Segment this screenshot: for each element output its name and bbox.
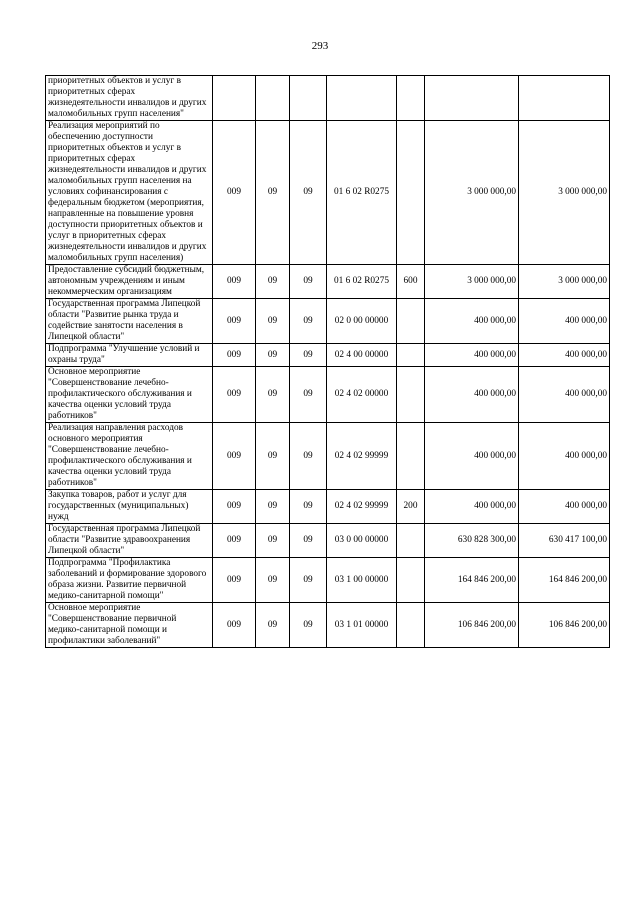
- amount-year1-cell: 106 846 200,00: [425, 603, 519, 648]
- admin-code-cell: 009: [213, 423, 256, 490]
- section-cell: [256, 76, 290, 121]
- expense-name-cell: Предоставление субсидий бюджетным, автономным учреждениям и иным некоммерческим организациям: [46, 265, 213, 299]
- expense-name-cell: Подпрограмма "Профилактика заболеваний и формирование здорового образа жизни. Развитие первичной медико-санитарной помощи": [46, 558, 213, 603]
- subsection-cell: 09: [290, 367, 327, 423]
- expense-name-cell: Реализация мероприятий по обеспечению доступности приоритетных объектов и услуг в приоритетных сферах жизнедеятельности инвалидов и других маломобильных групп населения на условиях софинансирования с федеральным бюджетом (мероприятия, направленные на повышение уровня доступности приоритетных объектов и услуг в приоритетных сферах жизнедеятельности инвалидов и других маломобильных групп населения): [46, 121, 213, 265]
- subsection-cell: [290, 76, 327, 121]
- expense-type-cell: 600: [397, 265, 425, 299]
- amount-year1-cell: 400 000,00: [425, 423, 519, 490]
- section-cell: 09: [256, 524, 290, 558]
- amount-year1-cell: 630 828 300,00: [425, 524, 519, 558]
- admin-code-cell: 009: [213, 367, 256, 423]
- admin-code-cell: 009: [213, 344, 256, 367]
- amount-year2-cell: 106 846 200,00: [519, 603, 610, 648]
- subsection-cell: 09: [290, 490, 327, 524]
- expense-name-cell: Подпрограмма "Улучшение условий и охраны труда": [46, 344, 213, 367]
- target-article-cell: 02 4 02 00000: [327, 367, 397, 423]
- expense-type-cell: [397, 524, 425, 558]
- amount-year1-cell: 400 000,00: [425, 490, 519, 524]
- section-cell: 09: [256, 265, 290, 299]
- admin-code-cell: 009: [213, 265, 256, 299]
- subsection-cell: 09: [290, 299, 327, 344]
- target-article-cell: 02 4 02 99999: [327, 490, 397, 524]
- expense-type-cell: [397, 344, 425, 367]
- table-row: [46, 423, 610, 490]
- expense-name-cell: приоритетных объектов и услуг в приоритетных сферах жизнедеятельности инвалидов и других маломобильных групп населения": [46, 76, 213, 121]
- table-row: [46, 558, 610, 603]
- amount-year1-cell: [425, 76, 519, 121]
- expense-type-cell: [397, 367, 425, 423]
- section-cell: 09: [256, 299, 290, 344]
- amount-year2-cell: 400 000,00: [519, 490, 610, 524]
- expense-type-cell: [397, 121, 425, 265]
- amount-year2-cell: 400 000,00: [519, 367, 610, 423]
- amount-year2-cell: 164 846 200,00: [519, 558, 610, 603]
- subsection-cell: 09: [290, 344, 327, 367]
- table-row: [46, 121, 610, 265]
- table-row: [46, 299, 610, 344]
- budget-table: [45, 75, 610, 648]
- subsection-cell: 09: [290, 423, 327, 490]
- amount-year2-cell: [519, 76, 610, 121]
- section-cell: 09: [256, 603, 290, 648]
- subsection-cell: 09: [290, 524, 327, 558]
- amount-year2-cell: 630 417 100,00: [519, 524, 610, 558]
- amount-year1-cell: 400 000,00: [425, 367, 519, 423]
- expense-name-cell: Государственная программа Липецкой области "Развитие здравоохранения Липецкой области": [46, 524, 213, 558]
- amount-year1-cell: 400 000,00: [425, 344, 519, 367]
- section-cell: 09: [256, 344, 290, 367]
- expense-name-cell: Основное мероприятие "Совершенствование лечебно-профилактического обслуживания и качества оценки условий труда работников": [46, 367, 213, 423]
- admin-code-cell: 009: [213, 490, 256, 524]
- subsection-cell: 09: [290, 603, 327, 648]
- table-row: [46, 367, 610, 423]
- section-cell: 09: [256, 121, 290, 265]
- expense-type-cell: [397, 299, 425, 344]
- target-article-cell: 03 1 01 00000: [327, 603, 397, 648]
- admin-code-cell: 009: [213, 558, 256, 603]
- target-article-cell: 03 0 00 00000: [327, 524, 397, 558]
- admin-code-cell: 009: [213, 299, 256, 344]
- target-article-cell: 01 6 02 R0275: [327, 121, 397, 265]
- target-article-cell: 02 0 00 00000: [327, 299, 397, 344]
- table-row: [46, 344, 610, 367]
- subsection-cell: 09: [290, 558, 327, 603]
- expense-name-cell: Основное мероприятие "Совершенствование первичной медико-санитарной помощи и профилактики заболеваний": [46, 603, 213, 648]
- expense-type-cell: [397, 603, 425, 648]
- section-cell: 09: [256, 490, 290, 524]
- target-article-cell: 01 6 02 R0275: [327, 265, 397, 299]
- target-article-cell: [327, 76, 397, 121]
- table-row: [46, 524, 610, 558]
- amount-year2-cell: 400 000,00: [519, 299, 610, 344]
- expense-type-cell: 200: [397, 490, 425, 524]
- target-article-cell: 03 1 00 00000: [327, 558, 397, 603]
- page-number: 293: [311, 40, 329, 52]
- expense-name-cell: Реализация направления расходов основного мероприятия "Совершенствование лечебно-профилактического обслуживания и качества оценки условий труда работников": [46, 423, 213, 490]
- section-cell: 09: [256, 558, 290, 603]
- amount-year1-cell: 400 000,00: [425, 299, 519, 344]
- amount-year1-cell: 164 846 200,00: [425, 558, 519, 603]
- admin-code-cell: 009: [213, 121, 256, 265]
- table-row: [46, 490, 610, 524]
- target-article-cell: 02 4 00 00000: [327, 344, 397, 367]
- amount-year1-cell: 3 000 000,00: [425, 265, 519, 299]
- expense-name-cell: Закупка товаров, работ и услуг для государственных (муниципальных) нужд: [46, 490, 213, 524]
- amount-year2-cell: 400 000,00: [519, 423, 610, 490]
- amount-year2-cell: 400 000,00: [519, 344, 610, 367]
- expense-type-cell: [397, 423, 425, 490]
- amount-year2-cell: 3 000 000,00: [519, 265, 610, 299]
- table-row: [46, 265, 610, 299]
- subsection-cell: 09: [290, 121, 327, 265]
- target-article-cell: 02 4 02 99999: [327, 423, 397, 490]
- amount-year1-cell: 3 000 000,00: [425, 121, 519, 265]
- amount-year2-cell: 3 000 000,00: [519, 121, 610, 265]
- admin-code-cell: 009: [213, 603, 256, 648]
- admin-code-cell: 009: [213, 524, 256, 558]
- section-cell: 09: [256, 367, 290, 423]
- admin-code-cell: [213, 76, 256, 121]
- expense-type-cell: [397, 558, 425, 603]
- table-row: [46, 76, 610, 121]
- subsection-cell: 09: [290, 265, 327, 299]
- expense-name-cell: Государственная программа Липецкой области "Развитие рынка труда и содействие занятости населения в Липецкой области": [46, 299, 213, 344]
- expense-type-cell: [397, 76, 425, 121]
- section-cell: 09: [256, 423, 290, 490]
- table-row: [46, 603, 610, 648]
